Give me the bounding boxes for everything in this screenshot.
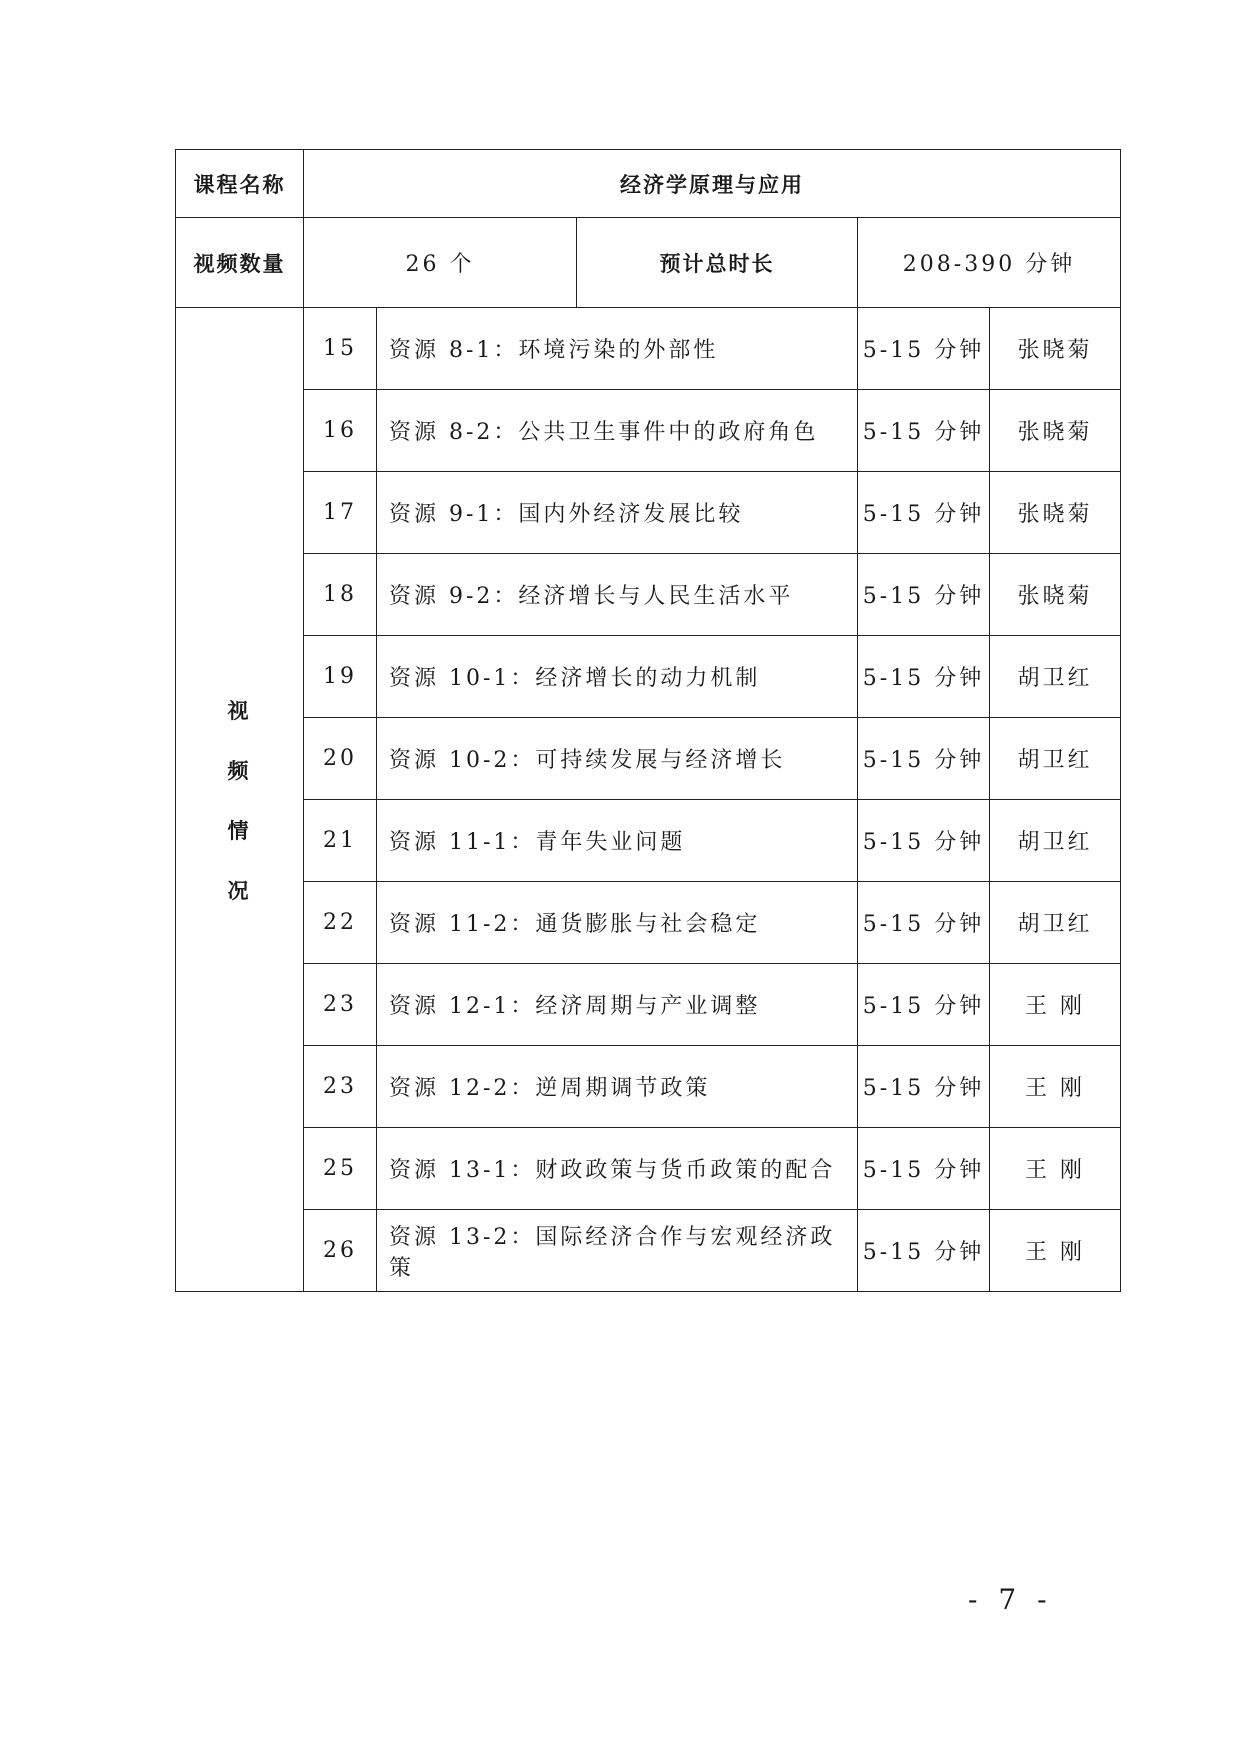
author: 张晓菊 (990, 308, 1121, 390)
total-duration-value: 208-390 分钟 (858, 218, 1121, 308)
row-number: 21 (304, 800, 377, 882)
table-row (176, 308, 1121, 390)
table-row (176, 882, 1121, 964)
row-number: 19 (304, 636, 377, 718)
resource-title: 资源 10-1：经济增长的动力机制 (377, 636, 858, 718)
table-row (176, 636, 1121, 718)
author: 王 刚 (990, 1046, 1121, 1128)
row-number: 16 (304, 390, 377, 472)
section-label-char: 频 (227, 758, 252, 783)
author: 张晓菊 (990, 390, 1121, 472)
table-row (176, 718, 1121, 800)
video-list (176, 308, 1121, 1292)
table-row (176, 554, 1121, 636)
resource-title: 资源 9-1：国内外经济发展比较 (377, 472, 858, 554)
row-number: 25 (304, 1128, 377, 1210)
table-row (176, 390, 1121, 472)
duration: 5-15 分钟 (858, 554, 990, 636)
section-label-char: 情 (227, 818, 252, 843)
duration: 5-15 分钟 (858, 882, 990, 964)
section-label-char: 况 (227, 878, 252, 903)
duration: 5-15 分钟 (858, 800, 990, 882)
table-row (176, 964, 1121, 1046)
row-number: 22 (304, 882, 377, 964)
resource-title: 资源 11-1：青年失业问题 (377, 800, 858, 882)
summary-row (176, 218, 1121, 308)
resource-title: 资源 12-2：逆周期调节政策 (377, 1046, 858, 1128)
row-number: 26 (304, 1210, 377, 1292)
duration: 5-15 分钟 (858, 964, 990, 1046)
duration: 5-15 分钟 (858, 636, 990, 718)
author: 胡卫红 (990, 882, 1121, 964)
duration: 5-15 分钟 (858, 308, 990, 390)
author: 张晓菊 (990, 554, 1121, 636)
author: 王 刚 (990, 1128, 1121, 1210)
row-number: 17 (304, 472, 377, 554)
duration: 5-15 分钟 (858, 1046, 990, 1128)
row-number: 23 (304, 964, 377, 1046)
table-row (176, 1210, 1121, 1292)
resource-title: 资源 13-2：国际经济合作与宏观经济政策 (377, 1210, 858, 1292)
author: 胡卫红 (990, 718, 1121, 800)
table-row (176, 472, 1121, 554)
resource-title: 资源 9-2：经济增长与人民生活水平 (377, 554, 858, 636)
author: 胡卫红 (990, 800, 1121, 882)
duration: 5-15 分钟 (858, 472, 990, 554)
author: 王 刚 (990, 1210, 1121, 1292)
duration: 5-15 分钟 (858, 718, 990, 800)
course-name-value: 经济学原理与应用 (304, 150, 1121, 218)
resource-title: 资源 8-1：环境污染的外部性 (377, 308, 858, 390)
row-number: 18 (304, 554, 377, 636)
video-status-label (176, 308, 304, 1292)
resource-title: 资源 12-1：经济周期与产业调整 (377, 964, 858, 1046)
author: 张晓菊 (990, 472, 1121, 554)
resource-title: 资源 11-2：通货膨胀与社会稳定 (377, 882, 858, 964)
row-number: 15 (304, 308, 377, 390)
resource-title: 资源 10-2：可持续发展与经济增长 (377, 718, 858, 800)
total-duration-label: 预计总时长 (577, 218, 858, 308)
duration: 5-15 分钟 (858, 1210, 990, 1292)
author: 王 刚 (990, 964, 1121, 1046)
video-summary-table (175, 149, 1121, 1292)
section-label-char: 视 (227, 698, 252, 723)
course-name-label: 课程名称 (176, 150, 304, 218)
table-row (176, 1128, 1121, 1210)
table-row (176, 800, 1121, 882)
row-number: 23 (304, 1046, 377, 1128)
table-row (176, 1046, 1121, 1128)
duration: 5-15 分钟 (858, 390, 990, 472)
video-count-value: 26 个 (304, 218, 577, 308)
page-number: - 7 - (968, 1583, 1053, 1616)
duration: 5-15 分钟 (858, 1128, 990, 1210)
resource-title: 资源 8-2：公共卫生事件中的政府角色 (377, 390, 858, 472)
video-count-label: 视频数量 (176, 218, 304, 308)
row-number: 20 (304, 718, 377, 800)
resource-title: 资源 13-1：财政政策与货币政策的配合 (377, 1128, 858, 1210)
author: 胡卫红 (990, 636, 1121, 718)
course-row (176, 150, 1121, 218)
